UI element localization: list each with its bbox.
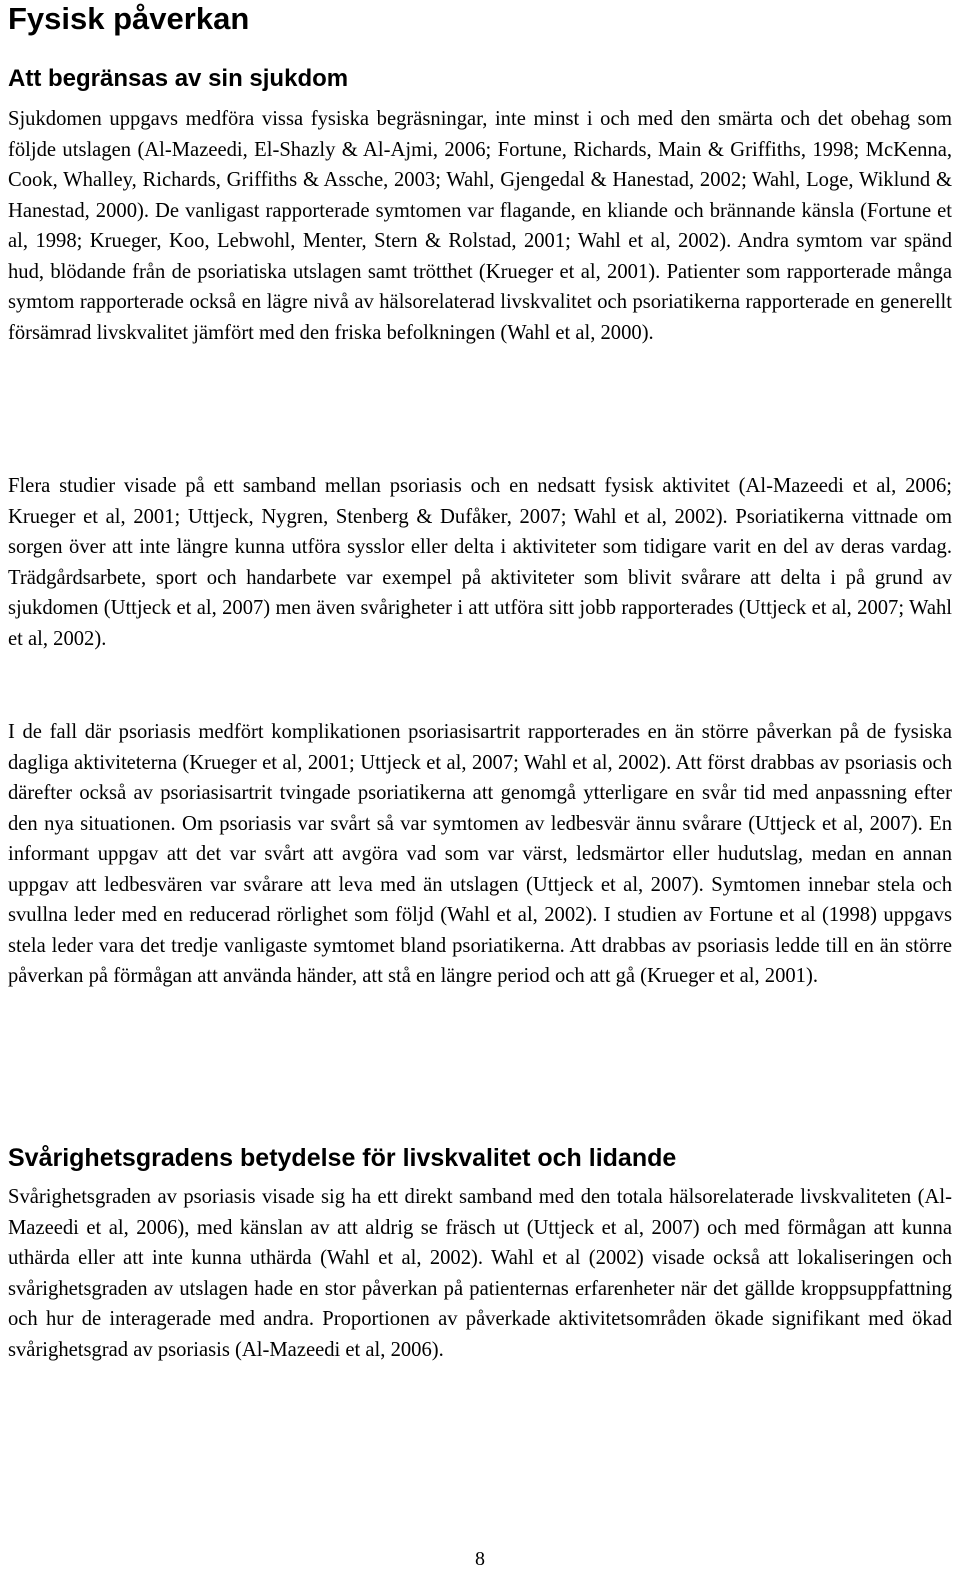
page-title: Fysisk påverkan (8, 1, 250, 36)
paragraph-4: Svårighetsgraden av psoriasis visade sig ha ett direkt samband med den totala hälsorelaterade livskvaliteten (Al-Mazeedi et al, 2006), med känslan av att aldrig se fräsch ut (Uttjeck et al, 2007) och med förmågan att kunna uthärda eller att inte kunna uthärda (Wahl et al, 2002). Wahl et al (2002) visade också att lokaliseringen och svårighetsgraden av utslagen hade en stor påverkan på patienternas erfarenheter när det gällde kroppsuppfattning och hur de interagerade med andra. Proportionen av påverkade aktivitetsområden ökade signifikant med ökad svårighetsgrad av psoriasis (Al-Mazeedi et al, 2006). (8, 1186, 952, 1361)
section-heading-1: Att begränsas av sin sjukdom (8, 65, 349, 92)
paragraph-1: Sjukdomen uppgavs medföra vissa fysiska begräsningar, inte minst i och med den smärta och det obehag som följde utslagen (Al-Mazeedi, El-Shazly & Al-Ajmi, 2006; Fortune, Richards, Main & Griffiths, 1998; McKenna, Cook, Whalley, Richards, Griffiths & Assche, 2003; Wahl, Gjengedal & Hanestad, 2002; Wahl, Loge, Wiklund & Hanestad, 2000). De vanligast rapporterade symtomen var flagande, en kliande och brännande känsla (Fortune et al, 1998; Krueger, Koo, Lebwohl, Menter, Stern & Rolstad, 2001; Wahl et al, 2002). Andra symtom var spänd hud, blödande från de psoriatiska utslagen samt trötthet (Krueger et al, 2001). Patienter som rapporterade många symtom rapporterade också en lägre nivå av hälsorelaterad livskvalitet och psoriatikerna rapporterade en generellt försämrad livskvalitet jämfört med den friska befolkningen (Wahl et al, 2000). (8, 108, 952, 344)
section-heading-2: Svårighetsgradens betydelse för livskvalitet och lidande (8, 1144, 677, 1172)
paragraph-3: I de fall där psoriasis medfört komplikationen psoriasisartrit rapporterades en än större påverkan på de fysiska dagliga aktiviteterna (Krueger et al, 2001; Uttjeck et al, 2007; Wahl et al, 2002). Att först drabbas av psoriasis och därefter också av psoriasisartrit tvingade psoriatikerna att genomgå ytterligare en svår tid med anpassning efter den nya situationen. Om psoriasis var svårt så var symtomen av ledbesvär ännu svårare (Uttjeck et al, 2007). En informant uppgav att det var svårt att avgöra vad som var värst, ledsmärtor eller hudutslag, medan en annan uppgav att ledbesvären var svårare att leva med än utslagen (Uttjeck et al, 2007). Symtomen innebar stela och svullna leder med en reducerad rörlighet som följd (Wahl et al, 2002). I studien av Fortune et al (1998) uppgavs stela leder vara det tredje vanligaste symtomet bland psoriatikerna. Att drabbas av psoriasis ledde till en än större påverkan på förmågan att använda händer, att stå en längre period och att gå (Krueger et al, 2001). (8, 721, 952, 987)
page-number: 8 (475, 1548, 485, 1570)
paragraph-2: Flera studier visade på ett samband mellan psoriasis och en nedsatt fysisk aktivitet (Al-Mazeedi et al, 2006; Krueger et al, 2001; Uttjeck, Nygren, Stenberg & Dufåker, 2007; Wahl et al, 2002). Psoriatikerna vittnade om sorgen över att inte längre kunna utföra sysslor eller delta i aktiviteter som tidigare varit en del av deras vardag. Trädgårdsarbete, sport och handarbete var exempel på aktiviteter som blivit svårare att delta i på grund av sjukdomen (Uttjeck et al, 2007) men även svårigheter i att utföra sitt jobb rapporterades (Uttjeck et al, 2007; Wahl et al, 2002). (8, 475, 952, 650)
